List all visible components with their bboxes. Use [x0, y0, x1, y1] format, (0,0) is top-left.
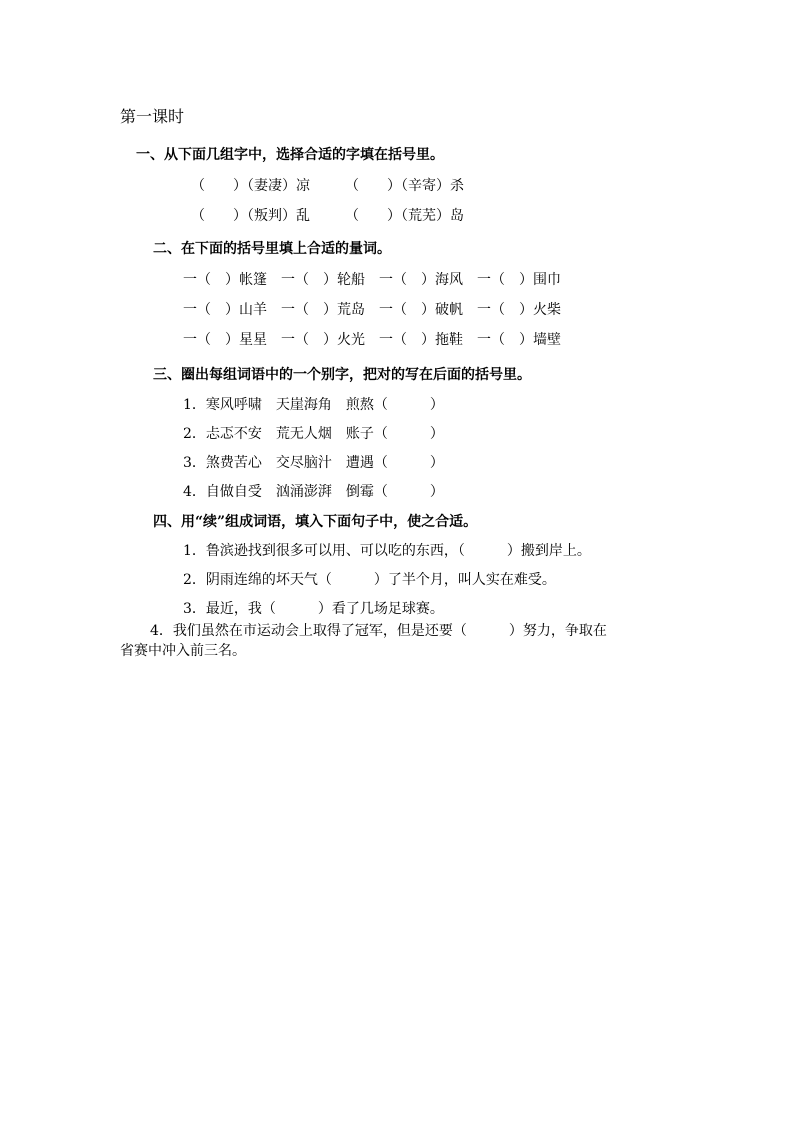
section-1-row: （ ）（妻凄）凉 （ ）（辛寄）杀: [191, 178, 464, 194]
section-3-row: 3．煞费苦心 交尽脑汁 遭遇（ ）: [183, 455, 444, 471]
section-3-heading: 三、圈出每组词语中的一个别字，把对的写在后面的括号里。: [153, 367, 531, 383]
section-2-heading: 二、在下面的括号里填上合适的量词。: [153, 241, 391, 257]
section-1-heading: 一、从下面几组字中，选择合适的字填在括号里。: [136, 147, 444, 163]
section-1-row: （ ）（叛判）乱 （ ）（荒芜）岛: [191, 208, 464, 224]
lesson-title: 第一课时: [120, 107, 185, 126]
section-4-heading: 四、用“续”组成词语，填入下面句子中，使之合适。: [153, 514, 478, 530]
section-4-row: 2．阴雨连绵的坏天气（ ）了半个月，叫人实在难受。: [183, 572, 556, 588]
section-3-row: 1．寒风呼啸 天崖海角 煎熬（ ）: [183, 397, 444, 413]
section-2-row: 一（ ）帐篷 一（ ）轮船 一（ ）海风 一（ ）围巾: [183, 272, 561, 288]
section-4-row: 3．最近，我（ ）看了几场足球赛。: [183, 601, 444, 617]
section-4-row: 1．鲁滨逊找到很多可以用、可以吃的东西，（ ）搬到岸上。: [183, 543, 591, 559]
section-4-row-continuation: 省赛中冲入前三名。: [120, 643, 246, 659]
section-3-row: 4．自做自受 汹涌澎湃 倒霉（ ）: [183, 484, 444, 500]
section-2-row: 一（ ）星星 一（ ）火光 一（ ）拖鞋 一（ ）墙壁: [183, 332, 561, 348]
section-2-row: 一（ ）山羊 一（ ）荒岛 一（ ）破帆 一（ ）火柴: [183, 302, 561, 318]
section-3-row: 2．忐忑不安 荒无人烟 账子（ ）: [183, 426, 444, 442]
section-4-row: 4．我们虽然在市运动会上取得了冠军，但是还要（ ）努力，争取在: [150, 623, 607, 639]
